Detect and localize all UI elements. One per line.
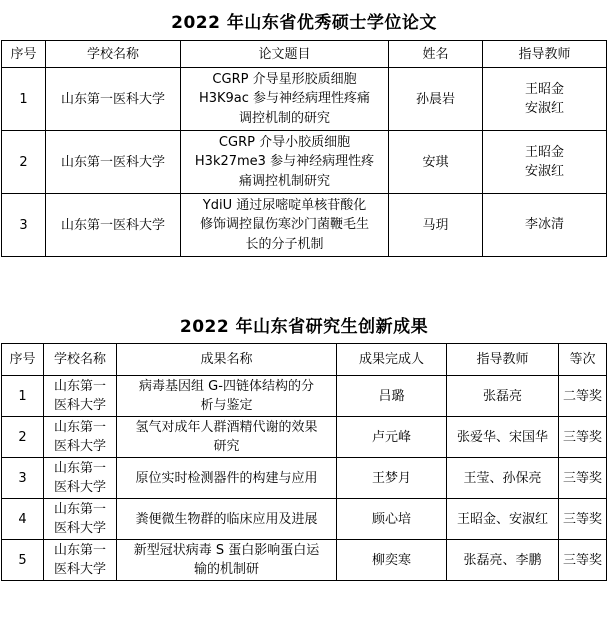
cell-advisor — [483, 68, 607, 131]
title-line: 病毒基因组 G-四链体结构的分 — [139, 379, 314, 394]
cell-advisor: 张磊亮、李鹏 — [447, 540, 559, 581]
header-advisor: 指导教师 — [447, 344, 559, 376]
title-line: H3K9ac 参与神经病理性疼痛 — [198, 91, 371, 107]
cell-index: 2 — [2, 417, 44, 458]
cell-achievement-title — [117, 499, 337, 540]
cell-school: 山东第一医科大学 — [46, 194, 181, 257]
title-line: 新型冠状病毒 S 蛋白影响蛋白运 — [133, 543, 320, 558]
cell-advisor: 张磊亮 — [447, 376, 559, 417]
school-line: 医科大学 — [53, 398, 106, 413]
cell-school — [44, 417, 117, 458]
table-row — [2, 540, 607, 581]
title-line: 粪便微生物群的临床应用及进展 — [135, 511, 318, 527]
title-line: 原位实时检测器件的构建与应用 — [135, 470, 318, 486]
cell-thesis-title — [181, 131, 389, 194]
header-name: 姓名 — [389, 41, 483, 68]
table-row — [2, 194, 607, 257]
header-school: 学校名称 — [44, 344, 117, 376]
cell-index: 4 — [2, 499, 44, 540]
title-line: 痛调控机制研究 — [238, 173, 330, 189]
cell-completer: 顾心培 — [337, 499, 447, 540]
advisor-line: 王昭金 — [524, 144, 564, 160]
cell-name: 安琪 — [389, 131, 483, 194]
cell-advisor — [483, 194, 607, 257]
table-row — [2, 499, 607, 540]
table-row — [2, 417, 607, 458]
table-row — [2, 68, 607, 131]
cell-thesis-title — [181, 68, 389, 131]
thesis-award-table — [1, 40, 607, 257]
cell-school — [44, 540, 117, 581]
title-line: 输的机制研 — [193, 562, 259, 577]
cell-achievement-title — [117, 458, 337, 499]
school-line: 山东第一 — [53, 420, 106, 435]
title-line: 修饰调控鼠伤寒沙门菌鞭毛生 — [199, 217, 369, 233]
title-line: 长的分子机制 — [245, 236, 324, 252]
header-completer: 成果完成人 — [337, 344, 447, 376]
header-achievement-title: 成果名称 — [117, 344, 337, 376]
advisor-line: 李冰清 — [524, 217, 564, 233]
header-advisor: 指导教师 — [483, 41, 607, 68]
school-line: 山东第一 — [53, 543, 106, 558]
school-line: 医科大学 — [53, 480, 106, 495]
cell-achievement-title — [117, 417, 337, 458]
school-line: 医科大学 — [53, 521, 106, 536]
table-row — [2, 131, 607, 194]
cell-name: 马玥 — [389, 194, 483, 257]
cell-index: 1 — [2, 376, 44, 417]
cell-index: 3 — [2, 194, 46, 257]
innovation-award-table — [1, 343, 607, 581]
table-header-row — [2, 344, 607, 376]
advisor-line: 安淑红 — [524, 164, 564, 179]
cell-index: 2 — [2, 131, 46, 194]
header-grade: 等次 — [559, 344, 607, 376]
school-line: 医科大学 — [53, 562, 106, 577]
cell-achievement-title — [117, 540, 337, 581]
cell-completer: 卢元峰 — [337, 417, 447, 458]
title-line: CGRP 介导星形胶质细胞 — [212, 71, 357, 87]
school-line: 山东第一 — [53, 379, 106, 394]
cell-index: 1 — [2, 68, 46, 131]
innovation-table-title: 2022 年山东省研究生创新成果 — [179, 317, 429, 337]
title-line: 析与鉴定 — [200, 398, 253, 413]
header-thesis-title: 论文题目 — [181, 41, 389, 68]
advisor-line: 安淑红 — [524, 101, 564, 116]
thesis-table-title: 2022 年山东省优秀硕士学位论文 — [171, 13, 437, 33]
cell-advisor: 王昭金、安淑红 — [447, 499, 559, 540]
cell-completer: 柳奕寒 — [337, 540, 447, 581]
cell-advisor: 王莹、孙保亮 — [447, 458, 559, 499]
header-index: 序号 — [2, 344, 44, 376]
title-line: 氢气对成年人群酒精代谢的效果 — [135, 420, 318, 435]
title-line: YdiU 通过尿嘧啶单核苷酸化 — [202, 197, 367, 213]
table-row — [2, 376, 607, 417]
advisor-line: 王昭金 — [524, 81, 564, 97]
cell-school: 山东第一医科大学 — [46, 68, 181, 131]
cell-grade: 三等奖 — [559, 458, 607, 499]
cell-advisor — [483, 131, 607, 194]
title-line: 调控机制的研究 — [238, 110, 330, 126]
title-line: CGRP 介导小胶质细胞 — [218, 134, 351, 150]
cell-name: 孙晨岩 — [389, 68, 483, 131]
cell-school — [44, 376, 117, 417]
cell-grade: 三等奖 — [559, 540, 607, 581]
header-index: 序号 — [2, 41, 46, 68]
cell-advisor: 张爱华、宋国华 — [447, 417, 559, 458]
cell-grade: 三等奖 — [559, 499, 607, 540]
cell-index: 5 — [2, 540, 44, 581]
header-school: 学校名称 — [46, 41, 181, 68]
cell-thesis-title — [181, 194, 389, 257]
table-row — [2, 458, 607, 499]
table-header-row — [2, 41, 607, 68]
title-line: 研究 — [213, 439, 240, 454]
school-line: 医科大学 — [53, 439, 106, 454]
cell-achievement-title — [117, 376, 337, 417]
school-line: 山东第一 — [53, 502, 106, 517]
cell-grade: 二等奖 — [559, 376, 607, 417]
cell-school — [44, 499, 117, 540]
title-line: H3k27me3 参与神经病理性疼 — [194, 154, 375, 170]
cell-grade: 三等奖 — [559, 417, 607, 458]
cell-school: 山东第一医科大学 — [46, 131, 181, 194]
school-line: 山东第一 — [53, 461, 106, 476]
cell-completer: 王梦月 — [337, 458, 447, 499]
cell-completer: 吕璐 — [337, 376, 447, 417]
cell-school — [44, 458, 117, 499]
cell-index: 3 — [2, 458, 44, 499]
